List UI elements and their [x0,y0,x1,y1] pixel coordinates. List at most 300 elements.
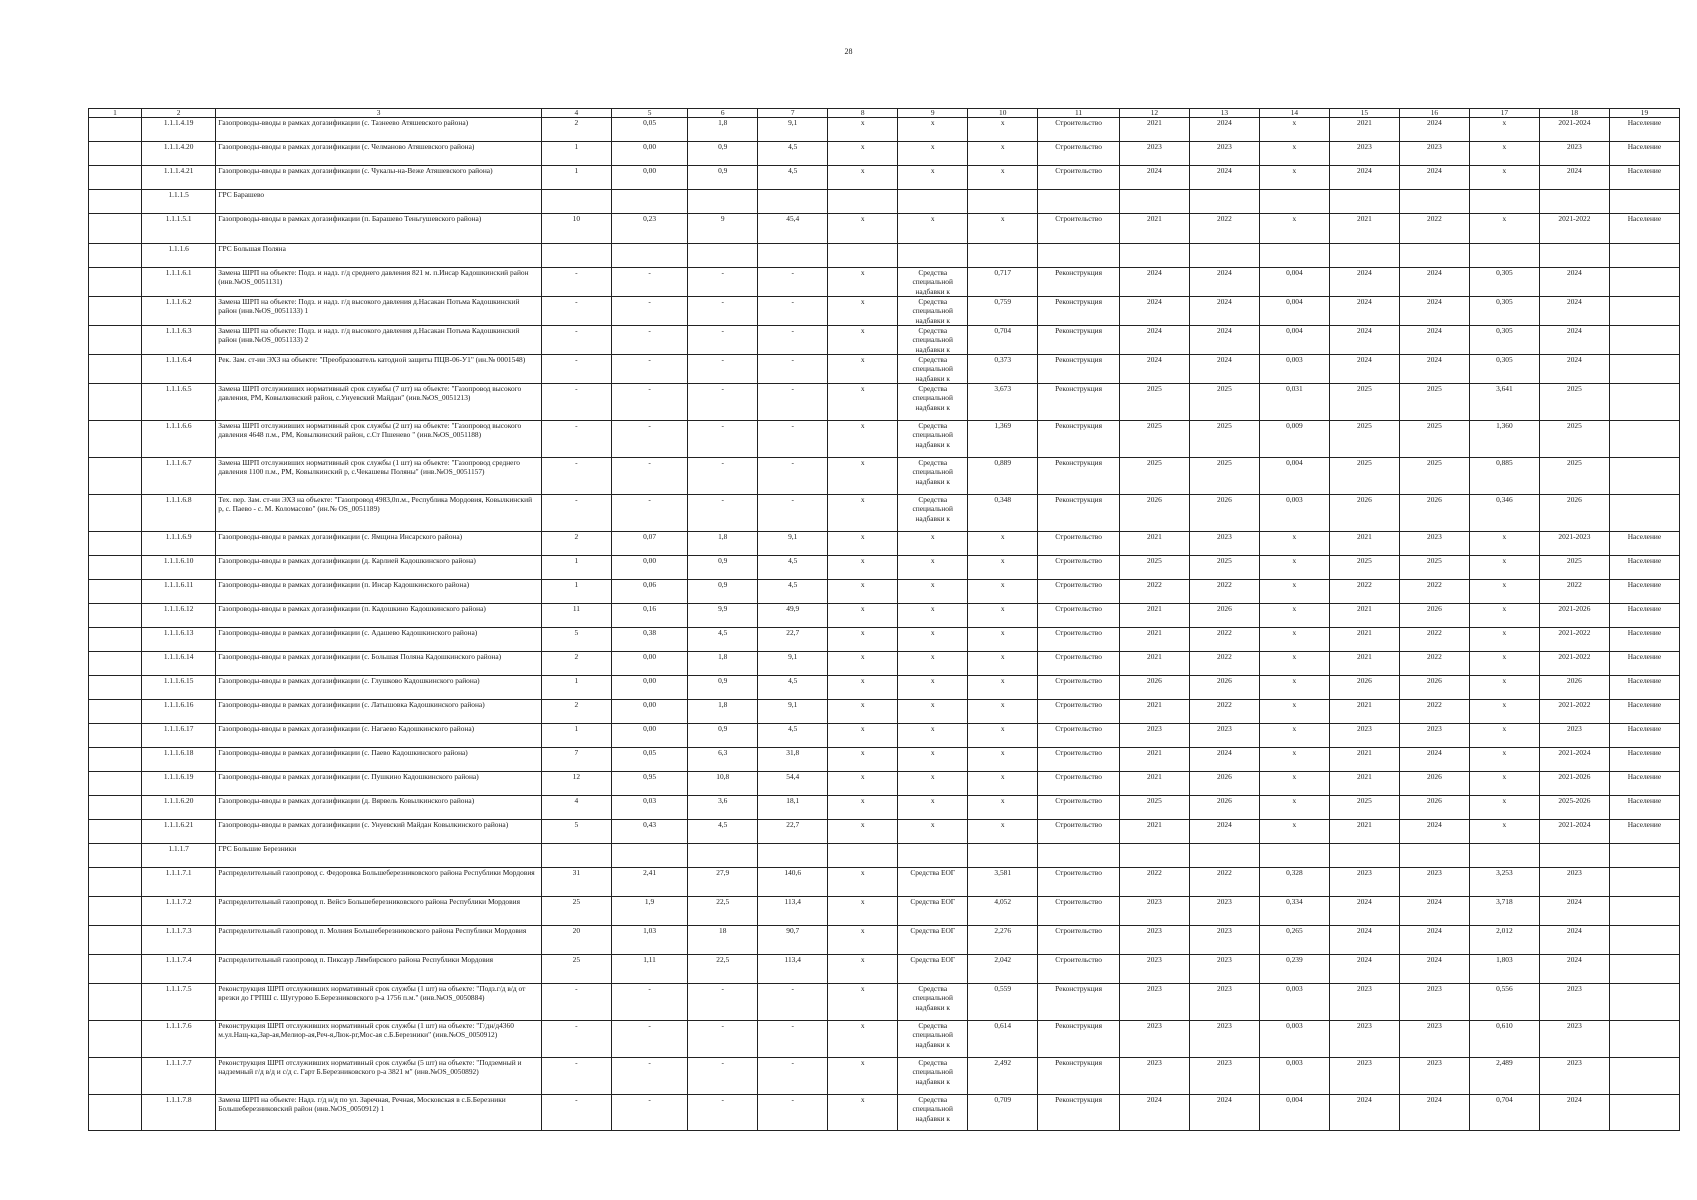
cell-text: Газопроводы-вводы в рамках догазификации (с. Чукалы-на-Веже Атяшевского района) [218,166,493,175]
table-cell [758,495,828,532]
table-cell [89,458,142,495]
cell-text: Газопроводы-вводы в рамках догазификации (с. Адашево Кадошкинского района) [218,628,478,637]
table-cell [89,142,142,166]
table-cell [758,166,828,190]
cell-text: 1.1.1.6.15 [163,676,194,685]
table-cell [89,724,142,748]
cell-text: x [1502,796,1507,805]
table-row [89,820,1680,844]
cell-text: 0,003 [1286,984,1303,993]
column-header: 6 [688,109,758,118]
cell-text: 0,9 [718,142,728,151]
cell-text: x [860,556,865,565]
table-cell [541,244,611,268]
cell-text: 2024 [1427,326,1442,335]
table-cell [898,604,968,628]
table-cell [216,700,542,724]
table-cell [898,190,968,214]
cell-text: x [860,495,865,504]
cell-text: 1 [574,166,579,175]
table-cell [1329,628,1399,652]
cell-text: - [648,268,651,277]
table-cell [1399,897,1469,926]
table-cell [611,268,687,297]
table-cell [898,1021,968,1058]
table-cell [1609,748,1679,772]
cell-text: 1.1.1.7.1 [165,868,192,877]
cell-text: 18,1 [786,796,800,805]
cell-text: 22,5 [716,897,730,906]
cell-text: 2023 [1567,724,1582,733]
cell-text: 2021 [1147,772,1162,781]
table-cell [89,700,142,724]
table-cell [688,844,758,868]
table-cell [898,1095,968,1131]
cell-text: 2025 [1147,796,1162,805]
cell-text: - [648,297,651,306]
table-cell [758,724,828,748]
cell-text: 1.1.1.6.16 [163,700,194,709]
cell-text: x [860,748,865,757]
cell-text: 9,1 [788,652,798,661]
table-cell [1038,748,1120,772]
cell-text: Замена ШРП отслуживших нормативный срок службы (1 шт) на объекте: "Газопровод среднего давления 1100 п.м., РМ, Ковылкинский р, с.Чекашевы Поляны" (инв.№OS_0051157) [218,458,520,477]
table-cell [1189,748,1259,772]
table-cell [1038,772,1120,796]
table-cell [758,1058,828,1095]
table-cell [1038,604,1120,628]
cell-text: Строительство [1055,118,1102,127]
table-cell [1469,868,1539,897]
table-cell [828,926,898,955]
cell-text: Распределительный газопровод п. Вейсэ Большеберезниковского района Республики Мордовия [218,897,520,906]
table-cell [758,1021,828,1058]
cell-text: 0,00 [643,676,657,685]
table-cell [216,652,542,676]
cell-text: x [860,268,865,277]
cell-text: x [860,118,865,127]
table-cell [1259,844,1329,868]
table-cell [541,955,611,984]
cell-text: 2025 [1567,556,1582,565]
table-cell [1399,421,1469,458]
cell-text: Строительство [1055,676,1102,685]
cell-text: 2024 [1567,326,1582,335]
table-cell [688,820,758,844]
table-cell [898,868,968,897]
table-cell [968,384,1038,421]
cell-text: 2 [574,532,579,541]
table-cell [688,384,758,421]
cell-text: 2022 [1427,628,1442,637]
table-cell [758,820,828,844]
table-cell [1189,820,1259,844]
cell-text: 2024 [1147,297,1162,306]
table-cell [1539,724,1609,748]
table-cell [1038,268,1120,297]
cell-text: 2021 [1357,820,1372,829]
cell-text: 11 [572,604,580,613]
cell-text: 0,373 [994,355,1012,364]
table-cell [142,1058,216,1095]
cell-text: 4,5 [718,820,728,829]
table-cell [216,532,542,556]
table-cell [1259,772,1329,796]
table-cell [968,166,1038,190]
cell-text: 9,1 [788,700,798,709]
table-cell [1329,384,1399,421]
cell-text: Распределительный газопровод п. Молния Большеберезниковского района Республики Мордовия [218,926,527,935]
table-cell [688,495,758,532]
cell-text: 0,9 [718,556,728,565]
column-header: 7 [758,109,828,118]
table-cell [1469,796,1539,820]
cell-text: 2,276 [994,926,1012,935]
table-cell [611,532,687,556]
cell-text: x [1502,166,1507,175]
cell-text: 0,885 [1496,458,1513,467]
table-cell [1119,652,1189,676]
table-cell [898,580,968,604]
table-cell [216,384,542,421]
cell-text: x [860,1058,865,1067]
cell-text: 2025 [1427,458,1442,467]
cell-text: - [721,984,724,993]
table-cell [1539,532,1609,556]
cell-text: x [1292,118,1297,127]
table-cell [1539,580,1609,604]
table-cell [142,326,216,355]
table-cell [142,1021,216,1058]
cell-text: 0,031 [1286,384,1303,393]
table-cell [758,772,828,796]
table-cell [1609,326,1679,355]
table-cell [142,532,216,556]
cell-text: 2023 [1217,1058,1232,1067]
cell-text: 2,41 [643,868,657,877]
table-cell [1399,676,1469,700]
cell-text: 0,709 [994,1095,1012,1104]
cell-text: 2021 [1357,532,1372,541]
cell-text: Строительство [1055,724,1102,733]
cell-text: Средства ЕОГ [910,955,956,964]
cell-text: - [721,421,724,430]
table-cell [828,244,898,268]
table-cell [688,700,758,724]
cell-text: 25 [572,897,581,906]
cell-text: x [860,421,865,430]
cell-text: x [930,556,935,565]
table-cell [758,580,828,604]
cell-text: 2026 [1427,495,1442,504]
table-cell [1119,142,1189,166]
table-cell [89,796,142,820]
cell-text: 4,5 [788,580,798,589]
cell-text: 2024 [1427,297,1442,306]
cell-text: 2021 [1147,604,1162,613]
table-cell [898,118,968,142]
cell-text: - [648,421,651,430]
table-cell [216,868,542,897]
table-cell [968,868,1038,897]
table-cell [688,118,758,142]
cell-text: 0,556 [1496,984,1513,993]
table-cell [89,244,142,268]
cell-text: 1.1.1.6.12 [163,604,194,613]
cell-text: x [1000,142,1005,151]
table-cell [216,297,542,326]
table-cell [758,676,828,700]
cell-text: x [860,142,865,151]
table-cell [968,984,1038,1021]
table-cell [541,166,611,190]
table-cell [758,652,828,676]
cell-text: Замена ШРП отслуживших нормативный срок службы (7 шт) на объекте: "Газопровод высокого давления, РМ, Ковылкинский район, с.Унуевский Майдан" (инв.№OS_0051213) [218,384,522,403]
table-cell [611,628,687,652]
cell-text: 0,00 [643,556,657,565]
cell-text: Средства специальной надбавки к [912,268,953,295]
cell-text: 2024 [1217,355,1232,364]
table-cell [216,984,542,1021]
table-cell [1469,142,1539,166]
cell-text: Население [1627,652,1662,661]
cell-text: Газопроводы-вводы в рамках догазификации (п. Барашево Теньгушевского района) [218,214,482,223]
cell-text: 4,5 [788,142,798,151]
table-cell [142,897,216,926]
cell-text: 2025 [1567,458,1582,467]
table-row [89,495,1680,532]
table-cell [688,926,758,955]
table-cell [1259,984,1329,1021]
cell-text: 2023 [1217,1021,1232,1030]
cell-text: 2022 [1427,580,1442,589]
cell-text: - [648,1095,651,1104]
cell-text: Реконструкция [1055,458,1103,467]
cell-text: 3,581 [994,868,1012,877]
table-cell [541,1095,611,1131]
table-cell [1119,355,1189,384]
table-cell [1399,268,1469,297]
table-cell [611,926,687,955]
table-cell [1189,796,1259,820]
cell-text: Газопроводы-вводы в рамках догазификации (с. Тазнеево Атяшевского района) [218,118,469,127]
table-cell [828,355,898,384]
table-cell [1329,580,1399,604]
table-cell [1539,297,1609,326]
table-cell [898,955,968,984]
table-row [89,166,1680,190]
table-cell [1119,214,1189,244]
table-cell [1539,118,1609,142]
cell-text: 0,004 [1286,268,1303,277]
table-cell [89,748,142,772]
table-cell [968,556,1038,580]
cell-text: Газопроводы-вводы в рамках догазификации (с. Пушкино Кадошкинского района) [218,772,479,781]
table-cell [1329,297,1399,326]
cell-text: 0,00 [643,652,657,661]
cell-text: x [860,700,865,709]
table-cell [216,676,542,700]
table-cell [1329,820,1399,844]
cell-text: x [860,820,865,829]
cell-text: 2025 [1567,421,1582,430]
cell-text: 140,6 [784,868,802,877]
cell-text: 2023 [1217,532,1232,541]
table-cell [1189,355,1259,384]
table-cell [688,748,758,772]
cell-text: 2026 [1357,495,1372,504]
cell-text: Население [1627,580,1662,589]
cell-text: 2023 [1147,1021,1162,1030]
table-cell [1609,297,1679,326]
table-cell [541,118,611,142]
cell-text: 2023 [1147,926,1162,935]
table-cell [611,142,687,166]
cell-text: Строительство [1055,166,1102,175]
table-cell [828,421,898,458]
table-cell [541,926,611,955]
cell-text: 2023 [1217,724,1232,733]
cell-text: 2026 [1217,495,1232,504]
cell-text: x [860,532,865,541]
cell-text: 90,7 [786,926,800,935]
cell-text: - [575,1021,578,1030]
table-cell [611,844,687,868]
table-cell [1259,297,1329,326]
table-cell [1609,458,1679,495]
table-cell [758,844,828,868]
column-header: 12 [1119,109,1189,118]
table-cell [1399,244,1469,268]
table-row [89,580,1680,604]
cell-text: 4,052 [994,897,1012,906]
cell-text: 0,305 [1496,326,1513,335]
cell-text: 2024 [1357,268,1372,277]
cell-text: x [930,724,935,733]
cell-text: x [860,772,865,781]
cell-text: 2023 [1147,897,1162,906]
table-cell [1469,897,1539,926]
table-cell [688,1095,758,1131]
table-cell [688,214,758,244]
cell-text: 1.1.1.6.9 [165,532,192,541]
table-cell [1539,1095,1609,1131]
table-cell [828,214,898,244]
table-cell [968,142,1038,166]
table-cell [611,724,687,748]
cell-text: Реконструкция [1055,984,1103,993]
cell-text: x [1502,580,1507,589]
table-cell [1038,1095,1120,1131]
table-cell [968,772,1038,796]
table-cell [1038,532,1120,556]
cell-text: 9,1 [788,532,798,541]
table-cell [968,700,1038,724]
table-cell [1469,244,1539,268]
cell-text: - [791,458,794,467]
cell-text: 2021-2024 [1558,118,1591,127]
table-cell [1329,1095,1399,1131]
cell-text: Население [1627,748,1662,757]
table-cell [1038,384,1120,421]
table-row [89,955,1680,984]
table-cell [688,244,758,268]
table-cell [828,628,898,652]
cell-text: 2023 [1147,955,1162,964]
table-cell [611,1095,687,1131]
table-cell [216,118,542,142]
cell-text: - [791,1021,794,1030]
cell-text: 2024 [1147,1095,1162,1104]
table-cell [1539,166,1609,190]
cell-text: 0,9 [718,724,728,733]
table-cell [216,166,542,190]
table-cell [1469,214,1539,244]
cell-text: 2024 [1147,166,1162,175]
cell-text: x [1000,628,1005,637]
table-row [89,214,1680,244]
table-cell [1609,772,1679,796]
cell-text: - [721,495,724,504]
cell-text: - [791,421,794,430]
table-cell [541,984,611,1021]
table-cell [1259,628,1329,652]
table-cell [1399,458,1469,495]
cell-text: Строительство [1055,628,1102,637]
cell-text: 2026 [1567,495,1582,504]
table-cell [1469,772,1539,796]
cell-text: x [930,748,935,757]
table-cell [216,458,542,495]
table-cell [968,844,1038,868]
table-cell [758,955,828,984]
table-cell [1469,190,1539,214]
cell-text: 2024 [1567,355,1582,364]
table-cell [89,532,142,556]
table-cell [142,820,216,844]
table-cell [1469,1058,1539,1095]
table-cell [968,118,1038,142]
table-cell [1469,628,1539,652]
cell-text: 2024 [1217,326,1232,335]
cell-text: 2021 [1147,118,1162,127]
cell-text: 2 [574,652,579,661]
table-cell [89,297,142,326]
cell-text: 12 [572,772,581,781]
table-cell [1609,384,1679,421]
table-cell [828,268,898,297]
table-cell [1399,604,1469,628]
table-cell [611,868,687,897]
table-cell [1399,297,1469,326]
table-cell [142,421,216,458]
table-cell [1038,844,1120,868]
table-cell [1609,1095,1679,1131]
table-cell [1469,421,1539,458]
cell-text: Строительство [1055,214,1102,223]
table-row [89,652,1680,676]
cell-text: 2,012 [1496,926,1513,935]
table-cell [1038,297,1120,326]
table-cell [898,820,968,844]
cell-text: 2023 [1217,926,1232,935]
table-cell [758,421,828,458]
cell-text: - [575,355,578,364]
table-cell [1609,532,1679,556]
cell-text: 2021-2023 [1558,532,1591,541]
cell-text: 2023 [1427,142,1442,151]
cell-text: 10,8 [716,772,730,781]
